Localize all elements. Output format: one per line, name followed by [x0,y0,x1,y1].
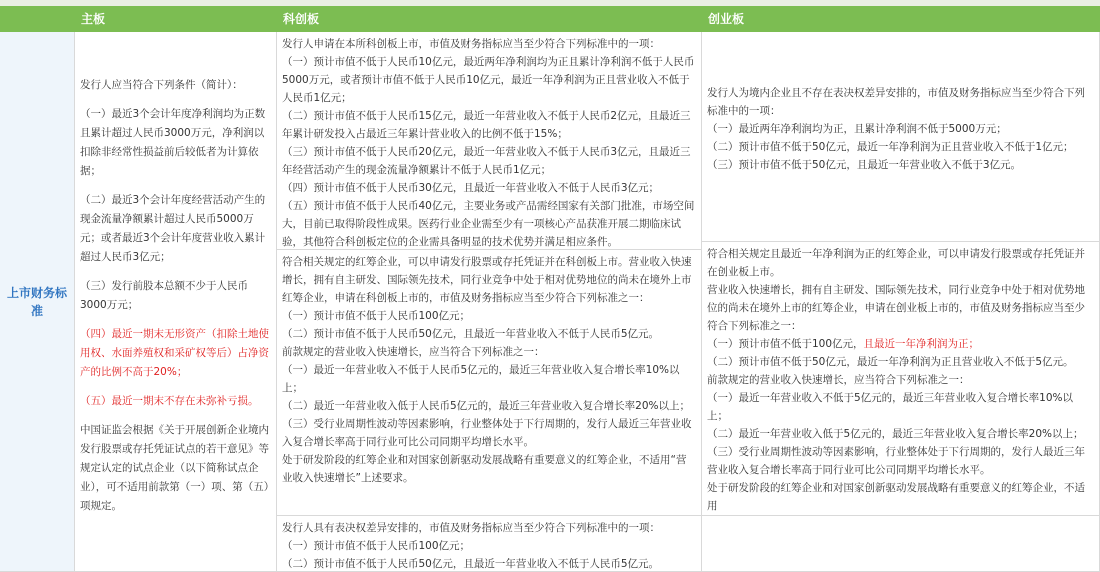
star-block2-paragraph-0: 符合相关规定的红筹企业，可以申请发行股票或存托凭证并在科创板上市。营业收入快速增长，拥有自主研发、国际领先技术，同行业竞争中处于相对优势地位的尚未在境外上市红筹企业，申请在科创板上市的，市值及财务指标应当至少符合下列标准之一： [282,256,692,304]
star-block2-paragraph-2: （二）预计市值不低于人民币50亿元，且最近一年营业收入不低于人民币5亿元。 [282,328,660,340]
star-block3-paragraph-1: （一）预计市值不低于人民币100亿元； [282,540,471,552]
star-block2-paragraph-1: （一）预计市值不低于人民币100亿元； [282,310,471,322]
gem-block2-paragraph-6: （二）最近一年营业收入低于5亿元的，最近三年营业收入复合增长率20%以上； [707,428,1084,440]
main-board-paragraph-4: （四）最近一期末无形资产（扣除土地使用权、水面养殖权和采矿权等后）占净资产的比例不高于20%； [80,328,269,378]
header-gem-board: 创业板 [702,6,1100,32]
header-blank [0,6,75,32]
star-block2-paragraph-5: （二）最近一年营业收入低于人民币5亿元的，最近三年营业收入复合增长率20%以上； [282,400,691,412]
star-board-block-2 [277,250,702,516]
gem-block2-paragraph-8: 处于研发阶段的红筹企业和对国家创新驱动发展战略有重要意义的红筹企业，不适用 [707,482,1085,512]
star-block3-paragraph-2: （二）预计市值不低于人民币50亿元，且最近一年营业收入不低于人民币5亿元。 [282,558,660,570]
gem-block2-paragraph-3: （二）预计市值不低于50亿元，最近一年净利润为正且营业收入不低于5亿元。 [707,356,1074,368]
main-board-paragraph-2: （二）最近3个会计年度经营活动产生的现金流量净额累计超过人民币5000万元；或者最近3个会计年度营业收入累计超过人民币3亿元； [80,194,266,263]
gem-block2-paragraph-2: （一）预计市值不低于100亿元，且最近一年净利润为正； [707,338,980,350]
star-block1-paragraph-4: （四）预计市值不低于人民币30亿元，且最近一年营业收入不低于人民币3亿元； [282,182,660,194]
header-star-board: 科创板 [277,6,702,32]
main-board-cell [75,32,277,572]
gem-block1-paragraph-3: （三）预计市值不低于50亿元，且最近一年营业收入不低于3亿元。 [707,159,1022,171]
row-label: 上市财务标准 [6,285,67,318]
star-block2-paragraph-6: （三）受行业周期性波动等因素影响，行业整体处于下行周期的，发行人最近三年营业收入复合增长率高于同行业可比公司同期平均增长水平。 [282,418,692,448]
gem-block2-paragraph-4: 前款规定的营业收入快速增长，应当符合下列标准之一： [707,374,970,386]
star-block1-paragraph-3: （三）预计市值不低于人民币20亿元，最近一年营业收入不低于人民币3亿元，且最近三年经营活动产生的现金流量净额累计不低于人民币1亿元； [282,146,691,176]
star-board-block-3 [277,516,702,572]
gem-block2-paragraph-7: （三）受行业周期性波动等因素影响，行业整体处于下行周期的，发行人最近三年营业收入复合增长率高于同行业可比公司同期平均增长水平。 [707,446,1085,476]
gem-board-block-1 [702,32,1100,242]
gem-block1-paragraph-1: （一）最近两年净利润均为正，且累计净利润不低于5000万元； [707,123,1007,135]
star-block2-paragraph-4: （一）最近一年营业收入不低于人民币5亿元的，最近三年营业收入复合增长率10%以上； [282,364,680,394]
gem-block1-paragraph-0: 发行人为境内企业且不存在表决权差异安排的，市值及财务指标应当至少符合下列标准中的一项： [707,87,1085,117]
main-board-paragraph-6: 中国证监会根据《关于开展创新企业境内发行股票或存托凭证试点的若干意见》等规定认定的试点企业（以下简称试点企业），可不适用前款第（一）项、第（五）项规定。 [80,424,269,512]
gem-board-block-3-empty [702,516,1100,572]
gem-block1-paragraph-2: （二）预计市值不低于50亿元，最近一年净利润为正且营业收入不低于1亿元； [707,141,1074,153]
row-label-cell [0,32,75,572]
star-block1-paragraph-0: 发行人申请在本所科创板上市，市值及财务指标应当至少符合下列标准中的一项： [282,38,660,50]
gem-board-block-2 [702,242,1100,516]
star-block1-paragraph-2: （二）预计市值不低于人民币15亿元，最近一年营业收入不低于人民币2亿元，且最近三年累计研发投入占最近三年累计营业收入的比例不低于15%； [282,110,691,140]
gem-block2-paragraph-1: 营业收入快速增长，拥有自主研发、国际领先技术，同行业竞争中处于相对优势地位的尚未在境外上市的红筹企业，申请在创业板上市的，市值及财务指标应当至少符合下列标准之一： [707,284,1085,332]
star-block3-paragraph-0: 发行人具有表决权差异安排的，市值及财务指标应当至少符合下列标准中的一项： [282,522,660,534]
gem-red-phrase: 且最近一年净利润为正； [863,338,980,350]
star-block1-paragraph-5: （五）预计市值不低于人民币40亿元，主要业务或产品需经国家有关部门批准，市场空间大，目前已取得阶段性成果。医药行业企业需至少有一项核心产品获准开展二期临床试验，其他符合科创板定位的企业需具备明显的技术优势并满足相应条件。 [282,200,695,248]
star-block1-paragraph-1: （一）预计市值不低于人民币10亿元，最近两年净利润均为正且累计净利润不低于人民币5000万元，或者预计市值不低于人民币10亿元，最近一年净利润为正且营业收入不低于人民币1亿元； [282,56,695,104]
gem-block2-paragraph-5: （一）最近一年营业收入不低于5亿元的，最近三年营业收入复合增长率10%以上； [707,392,1074,422]
star-block2-paragraph-3: 前款规定的营业收入快速增长，应当符合下列标准之一： [282,346,545,358]
main-board-paragraph-5: （五）最近一期末不存在未弥补亏损。 [80,395,259,407]
star-board-block-1 [277,32,702,250]
main-board-paragraph-1: （一）最近3个会计年度净利润均为正数且累计超过人民币3000万元，净利润以扣除非经常性损益前后较低者为计算依据； [80,108,266,177]
main-board-paragraph-3: （三）发行前股本总额不少于人民币3000万元； [80,280,248,311]
gem-block2-paragraph-0: 符合相关规定且最近一年净利润为正的红筹企业，可以申请发行股票或存托凭证并在创业板上市。 [707,248,1085,278]
star-block2-paragraph-7: 处于研发阶段的红筹企业和对国家创新驱动发展战略有重要意义的红筹企业，不适用“营业收入快速增长”上述要求。 [282,454,687,484]
main-board-paragraph-0: 发行人应当符合下列条件（简计）： [80,79,243,91]
header-main-board: 主板 [75,6,277,32]
